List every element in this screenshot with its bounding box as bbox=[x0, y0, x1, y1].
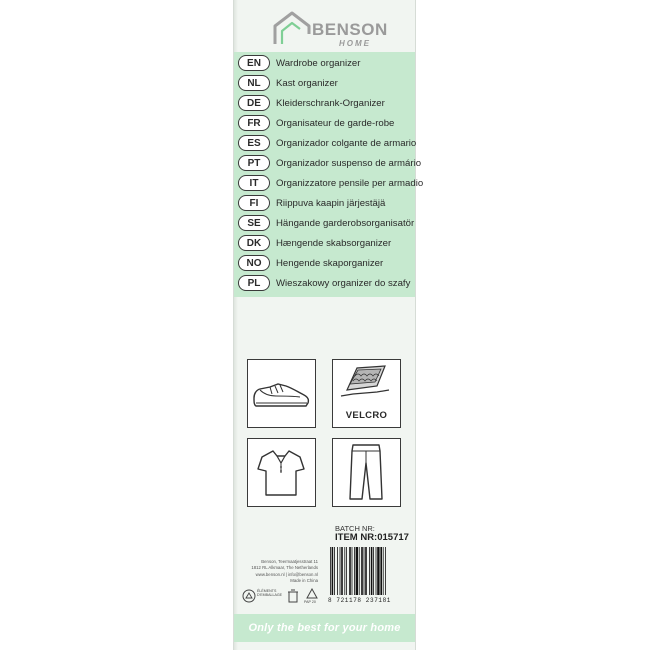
lang-text: Hængende skabsorganizer bbox=[276, 237, 392, 249]
barcode-bar bbox=[340, 547, 341, 595]
lang-code: DK bbox=[238, 235, 270, 251]
address-line: Benson, Teermaatjesstraat 11 bbox=[261, 559, 318, 564]
lang-text: Organisateur de garde-robe bbox=[276, 117, 395, 129]
barcode-bar bbox=[337, 547, 338, 595]
barcode-bar bbox=[341, 547, 343, 595]
lang-code: EN bbox=[238, 55, 270, 71]
lang-row-fr bbox=[238, 114, 414, 132]
trousers-icon bbox=[333, 439, 399, 505]
lang-row-nl bbox=[238, 74, 414, 92]
lang-row-pt bbox=[238, 154, 422, 172]
barcode-bar bbox=[356, 547, 358, 595]
velcro-label: VELCRO bbox=[345, 410, 388, 421]
barcode bbox=[328, 547, 410, 595]
footer-band bbox=[234, 614, 415, 642]
lang-row-dk bbox=[238, 234, 414, 252]
barcode-bar bbox=[380, 547, 382, 595]
pap-code: PAP 20 bbox=[304, 600, 316, 604]
lang-row-se bbox=[238, 214, 414, 232]
velcro-icon bbox=[333, 360, 399, 406]
language-list bbox=[234, 52, 424, 297]
barcode-bar bbox=[354, 547, 355, 595]
barcode-bar bbox=[332, 547, 334, 595]
product-label-card bbox=[233, 0, 424, 650]
barcode-bar bbox=[361, 547, 363, 595]
house-icon bbox=[272, 10, 316, 46]
lang-code: FI bbox=[238, 195, 270, 211]
lang-row-pl bbox=[238, 274, 414, 292]
lang-text: Organizador suspenso de armário bbox=[276, 157, 422, 169]
lang-text: Organizzatore pensile per armadio bbox=[276, 177, 424, 189]
lang-text: Hengende skaporganizer bbox=[276, 257, 384, 269]
velcro-icon-box bbox=[332, 359, 401, 428]
barcode-bar bbox=[373, 547, 374, 595]
barcode-bar bbox=[376, 547, 377, 595]
barcode-bar bbox=[364, 547, 365, 595]
address-line: Made in China bbox=[290, 577, 318, 583]
barcode-bar bbox=[369, 547, 370, 595]
shirt-icon bbox=[248, 439, 314, 505]
barcode-bar bbox=[330, 547, 331, 595]
lang-text: Kast organizer bbox=[276, 77, 338, 89]
lang-row-es bbox=[238, 134, 417, 152]
address-line: www.benson.nl | info@benson.nl bbox=[255, 571, 318, 577]
shirt-icon-box bbox=[247, 438, 316, 507]
lang-code: IT bbox=[238, 175, 270, 191]
lang-text: Wieszakowy organizer do szafy bbox=[276, 277, 411, 289]
lang-code: PL bbox=[238, 275, 270, 291]
barcode-bar bbox=[359, 547, 360, 595]
lang-code: SE bbox=[238, 215, 270, 231]
barcode-digits: 8 721178 237181 bbox=[328, 597, 392, 604]
barcode-bar bbox=[377, 547, 379, 595]
barcode-bar bbox=[349, 547, 351, 595]
lang-text: Organizador colgante de armario bbox=[276, 137, 417, 149]
barcode-bar bbox=[352, 547, 353, 595]
lang-text: Hängande garderobsorganisatör bbox=[276, 217, 415, 229]
shoe-icon bbox=[248, 360, 314, 426]
lang-row-fi bbox=[238, 194, 414, 212]
brand-sub: HOME bbox=[339, 39, 371, 48]
barcode-bar bbox=[346, 547, 347, 595]
benson-logo bbox=[272, 10, 392, 46]
tagline: Only the best for your home bbox=[248, 622, 401, 634]
lang-row-en bbox=[238, 54, 414, 72]
recycling-symbols bbox=[242, 585, 326, 609]
lang-code: DE bbox=[238, 95, 270, 111]
barcode-bar bbox=[371, 547, 373, 595]
trousers-icon-box bbox=[332, 438, 401, 507]
lang-row-de bbox=[238, 94, 414, 112]
lang-row-it bbox=[238, 174, 424, 192]
address-block bbox=[248, 559, 318, 584]
batch-label: BATCH NR: bbox=[335, 524, 375, 533]
barcode-bar bbox=[344, 547, 345, 595]
barcode-bar bbox=[385, 547, 386, 595]
triman-icon bbox=[242, 589, 256, 603]
lang-row-no bbox=[238, 254, 414, 272]
bin-icon bbox=[287, 588, 299, 604]
lang-text: Wardrobe organizer bbox=[276, 57, 361, 69]
lang-text: Riippuva kaapin järjestäjä bbox=[276, 197, 386, 209]
lang-code: ES bbox=[238, 135, 270, 151]
lang-code: NL bbox=[238, 75, 270, 91]
address-line: 1812 RL Alkmaar, The Netherlands bbox=[251, 565, 318, 571]
lang-code: PT bbox=[238, 155, 270, 171]
packaging-text: ÉLÉMENTS D'EMBALLAGE bbox=[257, 589, 283, 598]
lang-text: Kleiderschrank-Organizer bbox=[276, 97, 385, 109]
item-number: ITEM NR:015717 bbox=[335, 532, 409, 543]
barcode-bar bbox=[365, 547, 367, 595]
recycle-icon bbox=[305, 588, 319, 600]
shoe-icon-box bbox=[247, 359, 316, 428]
lang-code: NO bbox=[238, 255, 270, 271]
lang-code: FR bbox=[238, 115, 270, 131]
brand-name: BENSON bbox=[312, 20, 388, 39]
barcode-bar bbox=[334, 547, 335, 595]
barcode-bar bbox=[383, 547, 384, 595]
